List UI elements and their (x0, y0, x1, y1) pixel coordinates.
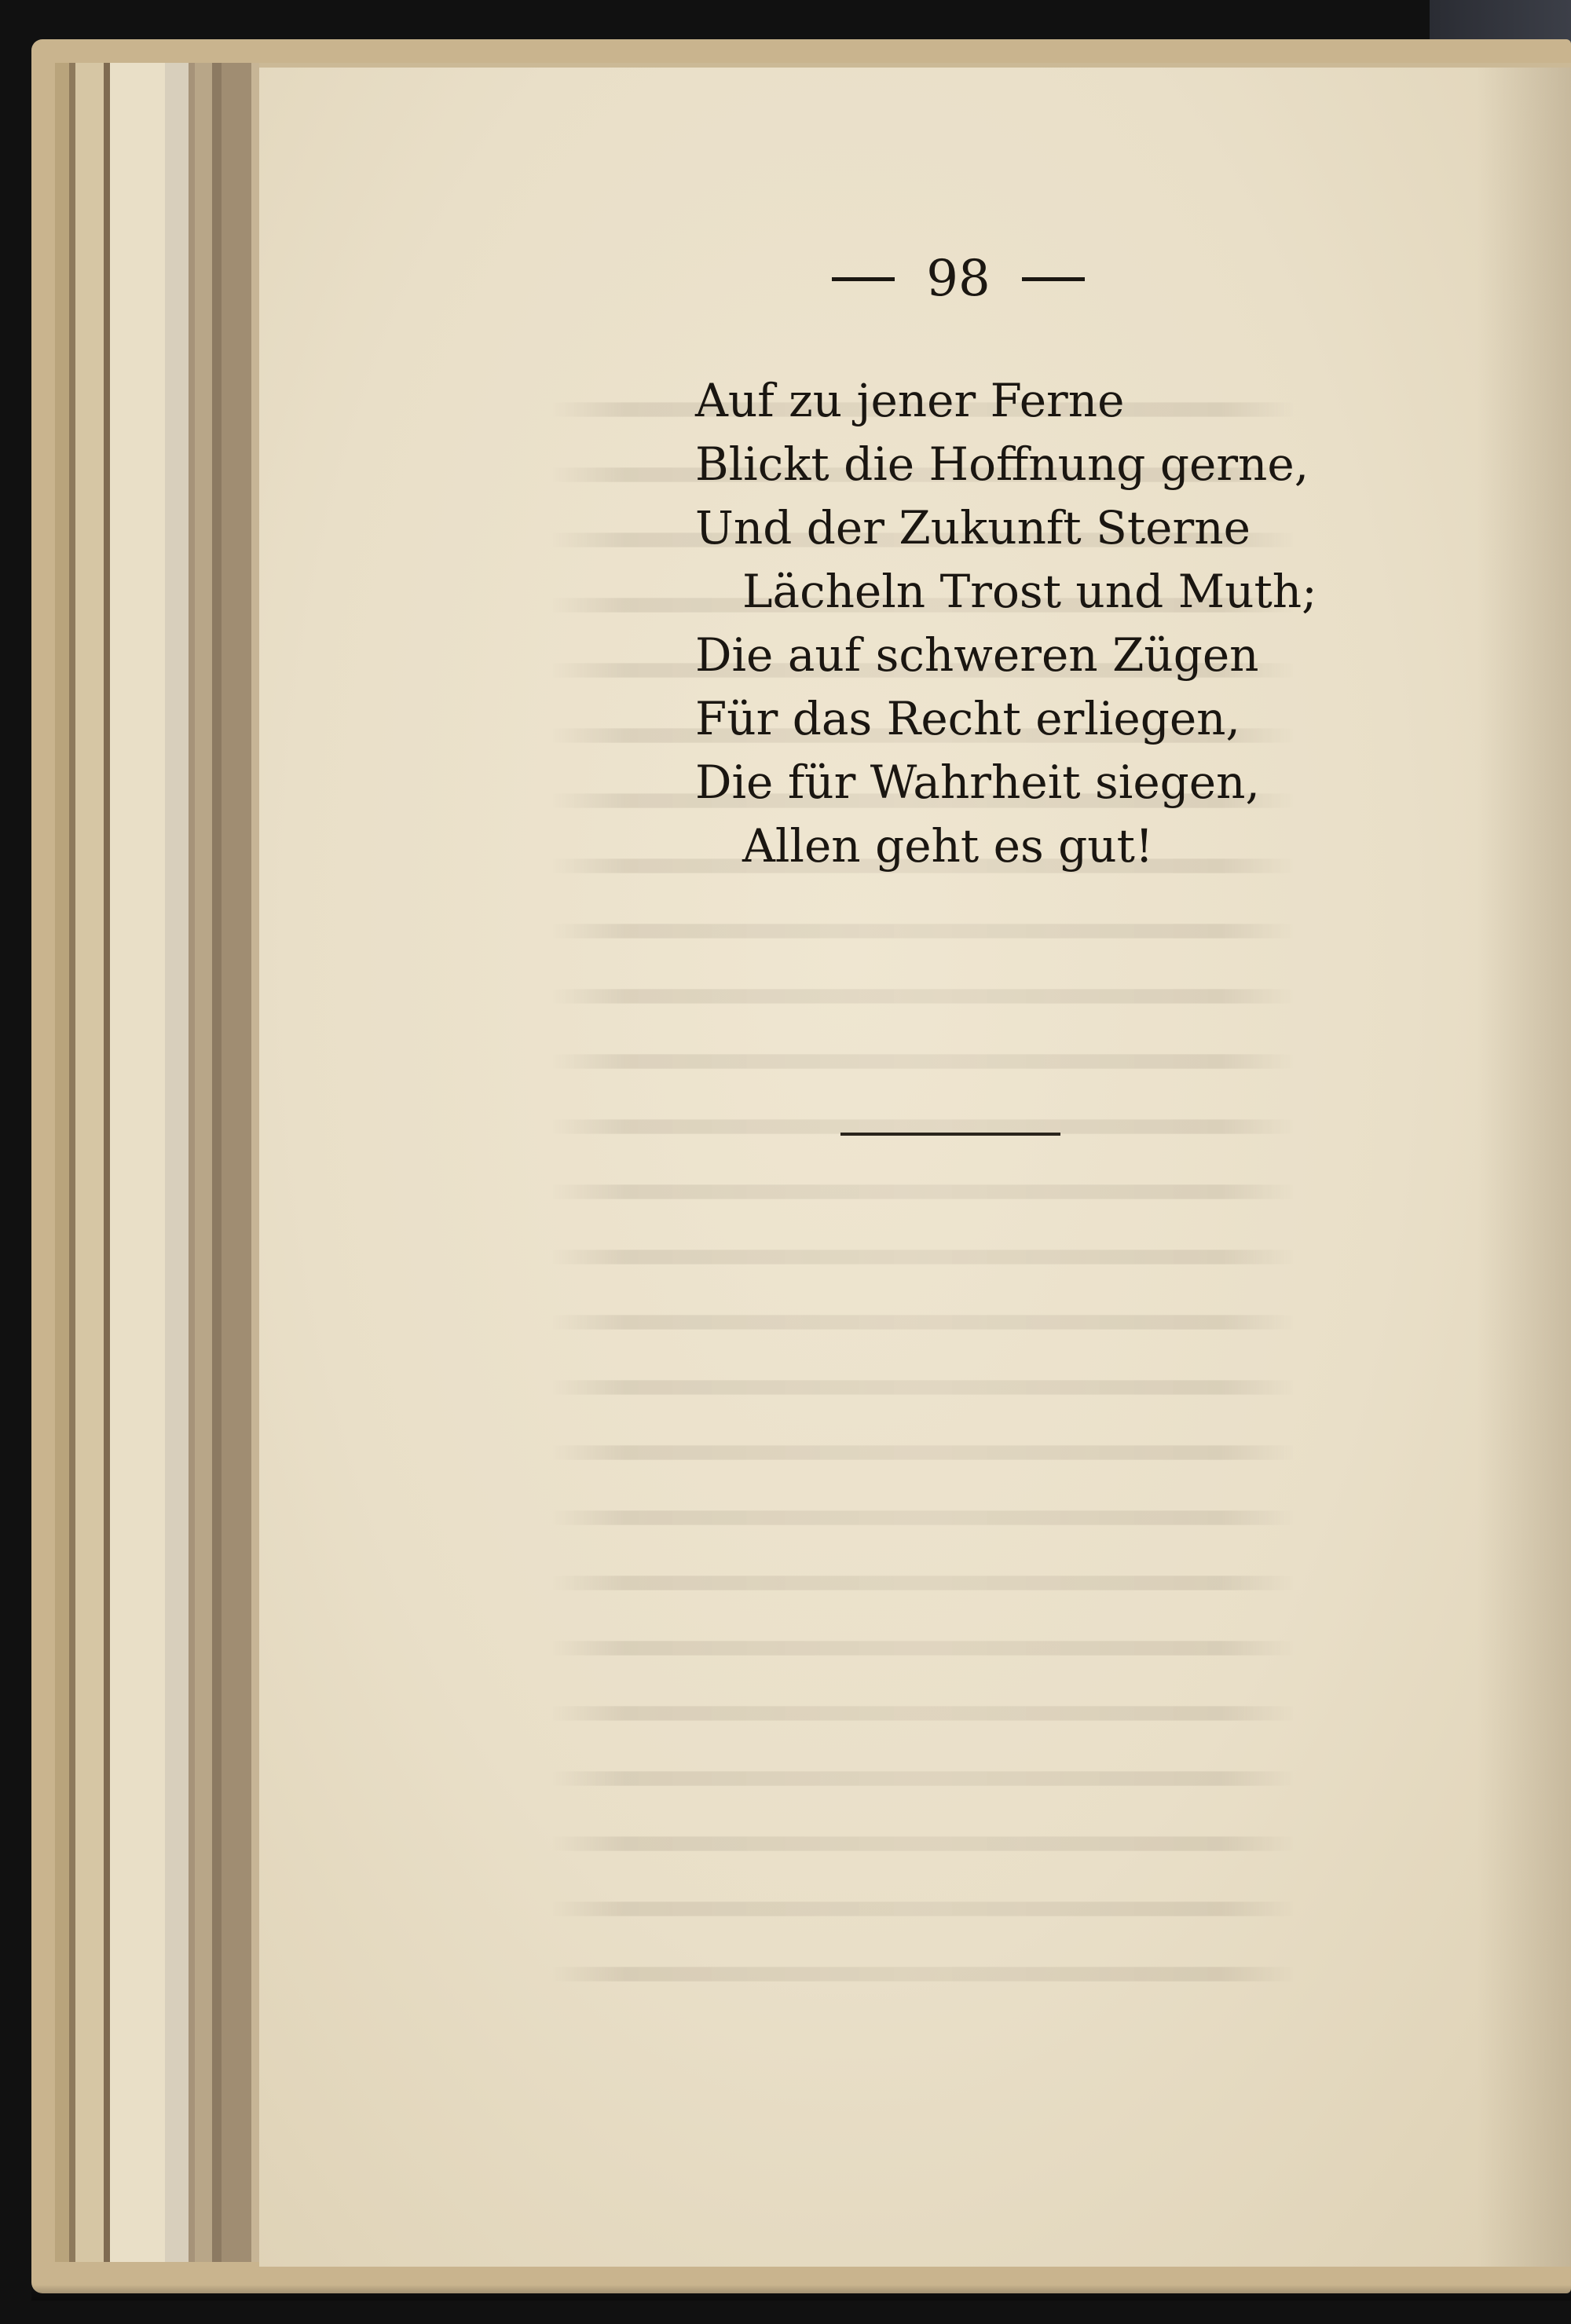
poem-stanza (695, 369, 1402, 878)
poem-line: Auf zu jener Ferne (695, 374, 1125, 427)
poem-line: Und der Zukunft Sterne (695, 501, 1251, 554)
page-header (786, 243, 1131, 314)
poem-line: Die für Wahrheit siegen, (695, 756, 1260, 809)
bottom-shadow (31, 2285, 1571, 2300)
poem-line: Blickt die Hoffnung gerne, (695, 437, 1309, 491)
page-number: 98 (926, 250, 991, 308)
end-rule-divider (840, 1133, 1060, 1136)
poem-line: Die auf schweren Zügen (695, 628, 1259, 682)
header-dash-right (1022, 277, 1085, 281)
poem-line: Allen geht es gut! (742, 819, 1154, 873)
poem-line: Lächeln Trost und Muth; (742, 565, 1317, 618)
poem-line: Für das Recht erliegen, (695, 692, 1240, 745)
page-block-edges (55, 63, 275, 2262)
header-dash-left (832, 277, 895, 281)
